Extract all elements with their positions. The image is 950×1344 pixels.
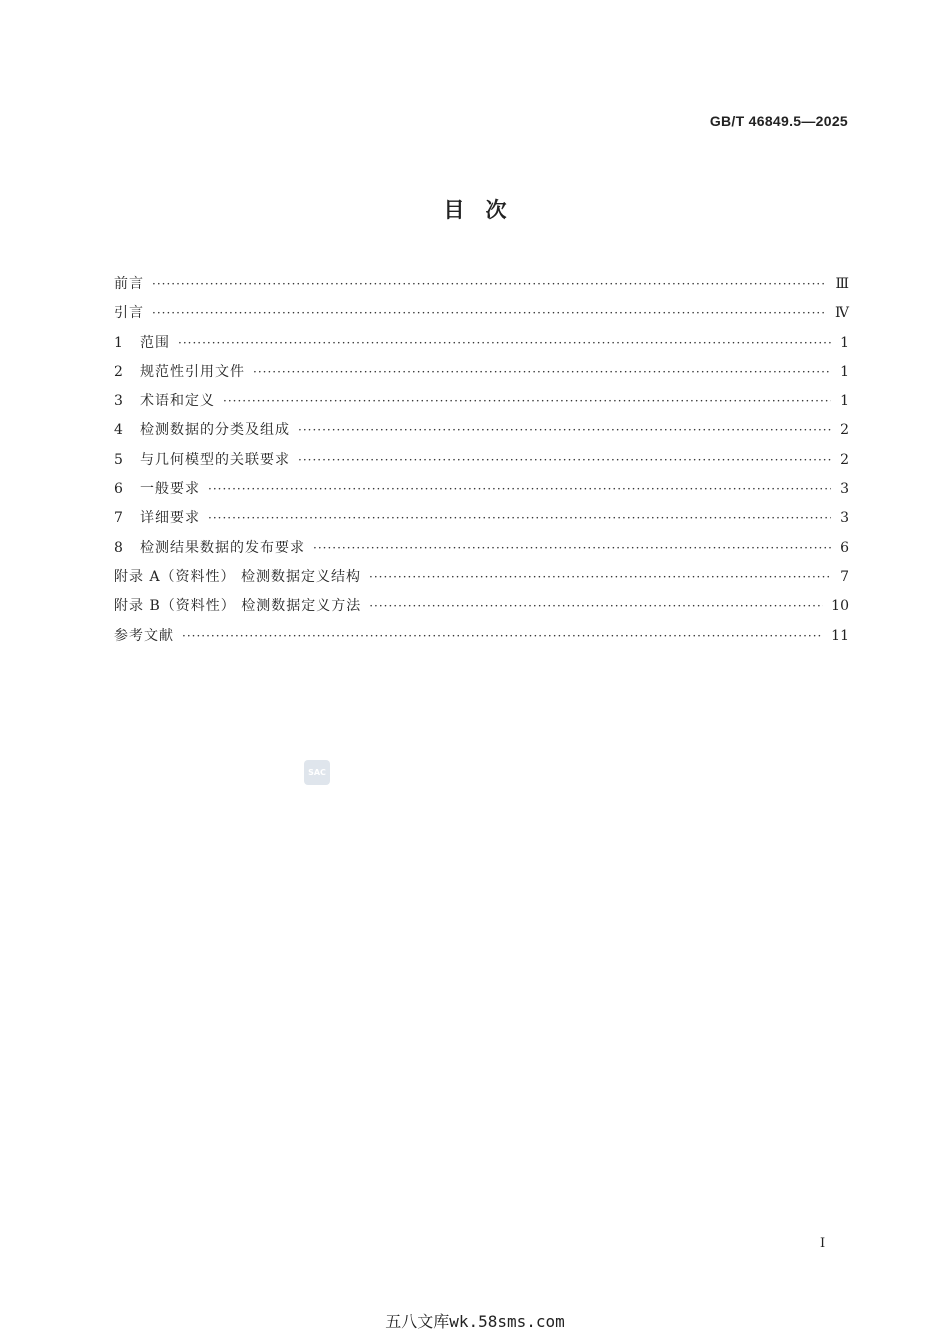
toc-item-number: 4	[114, 422, 123, 439]
toc-item-page: 2	[840, 422, 849, 439]
toc-leader	[223, 387, 831, 416]
watermark: 五八文库wk.58sms.com	[385, 1312, 565, 1331]
toc-item-label: 规范性引用文件	[140, 363, 245, 380]
toc-item-annex-a[interactable]	[114, 563, 849, 592]
toc-leader	[208, 504, 831, 533]
toc-item-number: 7	[114, 510, 123, 527]
toc-item-label: 一般要求	[140, 481, 200, 498]
toc-item-label: 详细要求	[140, 510, 200, 527]
toc-item-label: 引言	[114, 305, 144, 322]
toc-item-general-requirements[interactable]	[114, 475, 849, 504]
toc-item-page: 11	[831, 627, 849, 644]
toc-item-foreword[interactable]	[114, 270, 849, 299]
toc-item-label: 术语和定义	[140, 393, 215, 410]
toc-leader	[152, 299, 827, 328]
toc-item-label: 参考文献	[114, 627, 174, 644]
toc-leader	[313, 534, 831, 563]
toc-item-page: Ⅳ	[835, 305, 849, 322]
toc-item-normative-references[interactable]	[114, 358, 849, 387]
toc-leader	[182, 622, 823, 651]
toc-leader	[369, 592, 823, 621]
toc-item-page: 1	[840, 393, 849, 410]
toc-item-scope[interactable]	[114, 329, 849, 358]
toc-item-page: Ⅲ	[835, 276, 849, 292]
toc-item-page: 7	[840, 568, 849, 585]
table-of-contents	[114, 270, 849, 651]
toc-item-page: 1	[840, 334, 849, 351]
toc-item-label: 范围	[140, 334, 170, 351]
sac-logo-icon: SAC	[304, 760, 330, 785]
toc-item-number: 3	[114, 393, 123, 410]
toc-leader	[152, 270, 827, 299]
toc-leader	[178, 329, 831, 358]
toc-item-label: 与几何模型的关联要求	[140, 451, 290, 468]
toc-leader	[253, 358, 831, 387]
toc-item-page: 1	[840, 363, 849, 380]
toc-item-label: 检测数据的分类及组成	[140, 422, 290, 439]
toc-item-number: 1	[114, 334, 123, 351]
toc-item-annex-b[interactable]	[114, 592, 849, 621]
toc-item-label: 附录 B（资料性） 检测数据定义方法	[114, 598, 362, 615]
toc-item-bibliography[interactable]	[114, 622, 849, 651]
toc-leader	[369, 563, 831, 592]
toc-item-introduction[interactable]	[114, 299, 849, 328]
toc-item-label: 前言	[114, 276, 144, 292]
toc-item-number: 6	[114, 481, 123, 498]
toc-item-page: 6	[840, 539, 849, 556]
toc-item-page: 10	[831, 598, 849, 615]
toc-item-page: 2	[840, 451, 849, 468]
toc-item-label: 附录 A（资料性） 检测数据定义结构	[114, 568, 362, 585]
toc-item-terms[interactable]	[114, 387, 849, 416]
toc-leader	[208, 475, 831, 504]
toc-item-publishing-requirements[interactable]	[114, 534, 849, 563]
page-title: 目 次	[443, 198, 507, 222]
page-number: I	[820, 1236, 826, 1251]
toc-item-number: 5	[114, 451, 123, 468]
toc-item-classification[interactable]	[114, 416, 849, 445]
toc-leader	[298, 416, 831, 445]
toc-item-detailed-requirements[interactable]	[114, 504, 849, 533]
toc-item-page: 3	[840, 481, 849, 498]
toc-leader	[298, 446, 831, 475]
toc-item-page: 3	[840, 510, 849, 527]
toc-item-geometry-association[interactable]	[114, 446, 849, 475]
toc-item-label: 检测结果数据的发布要求	[140, 539, 305, 556]
toc-item-number: 8	[114, 539, 123, 556]
toc-item-number: 2	[114, 363, 123, 380]
standard-code: GB/T 46849.5—2025	[709, 113, 848, 129]
